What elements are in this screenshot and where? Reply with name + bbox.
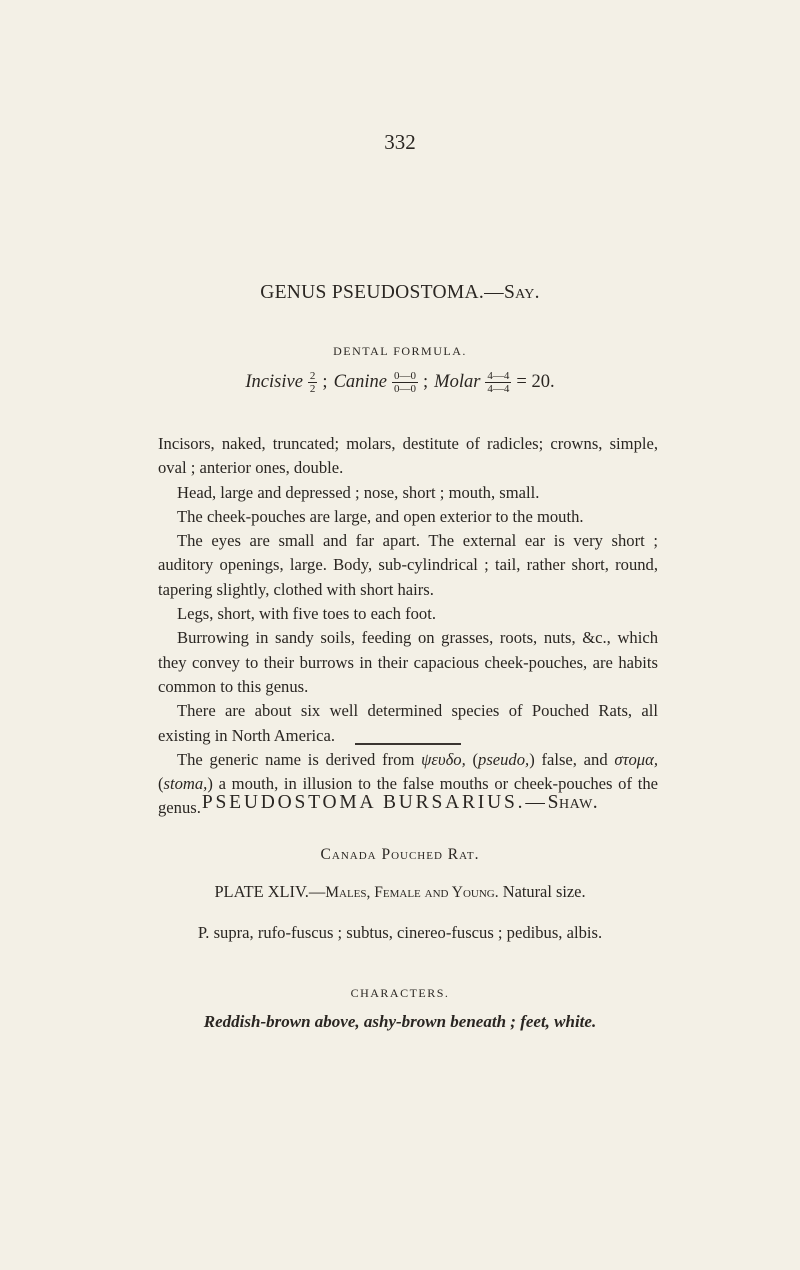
paragraph-burrowing: Burrowing in sandy soils, feeding on grasses, roots, nuts, &c., which they convey to their burrows in their capacious cheek-pouches, are habits common to this genus. — [158, 628, 658, 696]
canine-label: Canine — [333, 372, 388, 392]
greek-stoma: στομα, — [614, 749, 658, 769]
characters-heading: CHARACTERS. — [350, 986, 450, 1000]
incisive-label: Incisive — [245, 372, 303, 392]
common-name: Canada Pouched Rat. — [320, 846, 480, 863]
canine-denominator: 0—0 — [394, 383, 417, 395]
genus-description — [158, 432, 658, 821]
plate-label: PLATE XLIV. — [214, 882, 309, 901]
latin-description: P. supra, rufo-fuscus ; subtus, cinereo-fuscus ; pedibus, albis. — [197, 923, 603, 942]
paragraph-cheek-pouches: The cheek-pouches are large, and open exterior to the mouth. — [177, 506, 584, 526]
dental-formula-heading: DENTAL FORMULA. — [333, 344, 467, 358]
species-title: PSEUDOSTOMA BURSARIUS. — [201, 792, 526, 813]
plate-caption: PLATE XLIV.—Males, Female and Young. Natural size. — [214, 882, 586, 901]
plate-size: Natural size. — [502, 882, 586, 901]
molar-fraction — [485, 370, 511, 395]
genus-title: GENUS PSEUDOSTOMA. — [260, 282, 485, 303]
greek-pseudo: ψευδο, — [421, 749, 466, 769]
latin-stoma: stoma, — [163, 774, 208, 794]
paragraph-etymology: The generic name is derived from ψευδο, (pseudo,) false, and στομα, (stoma,) a mouth, in illusion to the false mouths or cheek-pouches of the genus. — [158, 749, 658, 818]
molar-denominator: 4—4 — [487, 383, 510, 395]
paragraph-head: Head, large and depressed ; nose, short ; mouth, small. — [177, 482, 540, 502]
paragraph-eyes: The eyes are small and far apart. The external ear is very short ; auditory openings, large. Body, sub-cylindrical ; tail, rather short, round, tapering slightly, clothed with short hairs. — [158, 531, 658, 599]
genus-author: Say. — [503, 282, 540, 303]
canine-numerator: 0—0 — [394, 370, 417, 382]
molar-numerator: 4—4 — [487, 370, 510, 382]
formula-total: = 20. — [516, 372, 555, 392]
paragraph-legs: Legs, short, with five toes to each foot. — [177, 604, 436, 624]
species-dash: — — [525, 792, 548, 813]
incisive-fraction — [308, 370, 318, 395]
molar-label: Molar — [434, 372, 481, 392]
plate-subjects: Males, Female and Young. — [325, 884, 499, 901]
genus-heading — [0, 282, 800, 304]
incisive-numerator: 2 — [309, 370, 316, 382]
incisive-denominator: 2 — [309, 383, 316, 395]
species-heading — [0, 792, 800, 814]
paragraph-incisors: Incisors, naked, truncated; molars, destitute of radicles; crowns, simple, oval ; anterior ones, double. — [158, 434, 658, 478]
section-divider — [355, 743, 461, 745]
latin-pseudo: pseudo, — [478, 749, 530, 769]
paragraph-species-count: There are about six well determined species of Pouched Rats, all existing in North America. — [158, 701, 658, 745]
genus-dash: — — [484, 282, 504, 303]
english-description: Reddish-brown above, ashy-brown beneath ; feet, white. — [203, 1012, 597, 1031]
page-number: 332 — [384, 130, 416, 154]
species-author: Shaw. — [547, 792, 599, 813]
canine-fraction — [392, 370, 418, 395]
dental-formula: Incisive $\frac{2}{2}$ ; Canine $\frac{0—0}{0—0}$ ; Molar $\frac{4—4}{4—4}$ = 20. — [245, 370, 555, 395]
